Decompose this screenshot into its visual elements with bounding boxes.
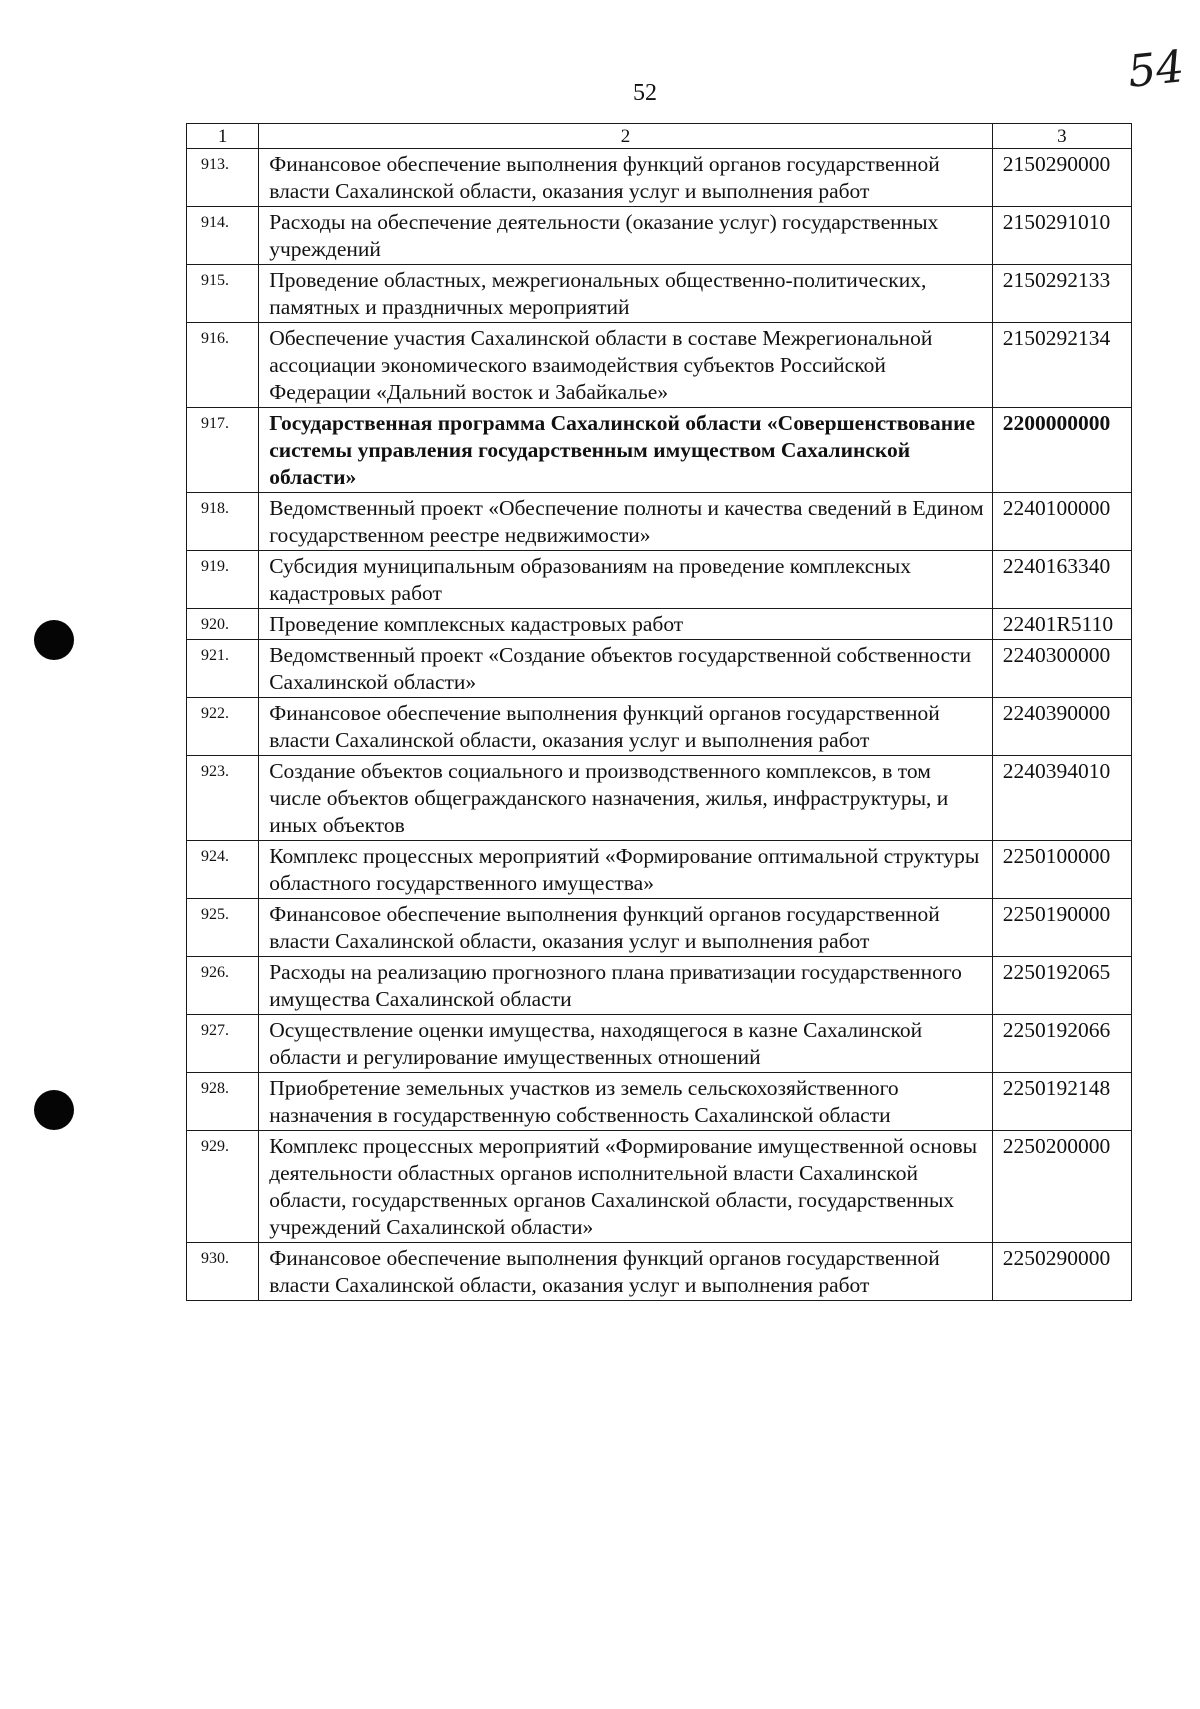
row-code: 2250190000	[992, 899, 1131, 957]
row-number: 930.	[187, 1243, 259, 1301]
table-row	[187, 1243, 1132, 1301]
row-code: 2250192065	[992, 957, 1131, 1015]
table-row	[187, 609, 1132, 640]
row-code: 2150292134	[992, 323, 1131, 408]
row-number: 913.	[187, 149, 259, 207]
row-number: 927.	[187, 1015, 259, 1073]
table-body	[187, 124, 1132, 1301]
row-code: 2250192148	[992, 1073, 1131, 1131]
row-name: Расходы на обеспечение деятельности (оказание услуг) государственных учреждений	[259, 207, 993, 265]
row-number: 919.	[187, 551, 259, 609]
row-name: Комплекс процессных мероприятий «Формирование имущественной основы деятельности областных органов исполнительной власти Сахалинской области, государственных органов Сахалинской области, государственных учреждений Сахалинской области»	[259, 1131, 993, 1243]
table-row	[187, 1131, 1132, 1243]
table-row	[187, 493, 1132, 551]
row-code: 2240394010	[992, 756, 1131, 841]
row-number: 929.	[187, 1131, 259, 1243]
row-name: Государственная программа Сахалинской области «Совершенствование системы управления государственным имуществом Сахалинской области»	[259, 408, 993, 493]
row-number: 914.	[187, 207, 259, 265]
row-number: 918.	[187, 493, 259, 551]
row-name: Ведомственный проект «Обеспечение полноты и качества сведений в Едином государственном реестре недвижимости»	[259, 493, 993, 551]
table-row	[187, 207, 1132, 265]
row-name: Ведомственный проект «Создание объектов государственной собственности Сахалинской области»	[259, 640, 993, 698]
table-row	[187, 899, 1132, 957]
row-name: Обеспечение участия Сахалинской области в составе Межрегиональной ассоциации экономического взаимодействия субъектов Российской Федерации «Дальний восток и Забайкалье»	[259, 323, 993, 408]
row-number: 924.	[187, 841, 259, 899]
row-code: 2150290000	[992, 149, 1131, 207]
row-name: Осуществление оценки имущества, находящегося в казне Сахалинской области и регулирование имущественных отношений	[259, 1015, 993, 1073]
table-row	[187, 408, 1132, 493]
table-row	[187, 265, 1132, 323]
row-number: 922.	[187, 698, 259, 756]
row-number: 916.	[187, 323, 259, 408]
row-name: Субсидия муниципальным образованиям на проведение комплексных кадастровых работ	[259, 551, 993, 609]
row-code: 2250100000	[992, 841, 1131, 899]
row-code: 2240100000	[992, 493, 1131, 551]
table-row	[187, 756, 1132, 841]
row-number: 921.	[187, 640, 259, 698]
row-code: 22401R5110	[992, 609, 1131, 640]
row-name: Создание объектов социального и производственного комплексов, в том числе объектов общегражданского назначения, жилья, инфраструктуры, и иных объектов	[259, 756, 993, 841]
row-code: 2200000000	[992, 408, 1131, 493]
table-row	[187, 698, 1132, 756]
header-cell-code: 3	[992, 124, 1131, 149]
table-row	[187, 640, 1132, 698]
row-name: Финансовое обеспечение выполнения функций органов государственной власти Сахалинской области, оказания услуг и выполнения работ	[259, 899, 993, 957]
row-code: 2240390000	[992, 698, 1131, 756]
header-cell-name: 2	[259, 124, 993, 149]
page-number: 52	[633, 80, 657, 106]
table-row	[187, 149, 1132, 207]
row-name: Проведение областных, межрегиональных общественно-политических, памятных и праздничных мероприятий	[259, 265, 993, 323]
row-number: 926.	[187, 957, 259, 1015]
budget-classification-table	[186, 123, 1132, 1301]
row-number: 920.	[187, 609, 259, 640]
row-code: 2150291010	[992, 207, 1131, 265]
row-code: 2250290000	[992, 1243, 1131, 1301]
row-number: 917.	[187, 408, 259, 493]
row-name: Проведение комплексных кадастровых работ	[259, 609, 993, 640]
table-row	[187, 957, 1132, 1015]
row-number: 928.	[187, 1073, 259, 1131]
row-code: 2240163340	[992, 551, 1131, 609]
handwritten-page-mark: 54	[1125, 41, 1187, 98]
row-code: 2150292133	[992, 265, 1131, 323]
row-number: 923.	[187, 756, 259, 841]
row-name: Расходы на реализацию прогнозного плана приватизации государственного имущества Сахалинской области	[259, 957, 993, 1015]
table-row	[187, 323, 1132, 408]
row-number: 915.	[187, 265, 259, 323]
punch-hole	[34, 620, 74, 660]
row-name: Финансовое обеспечение выполнения функций органов государственной власти Сахалинской области, оказания услуг и выполнения работ	[259, 149, 993, 207]
table-row	[187, 1015, 1132, 1073]
row-name: Комплекс процессных мероприятий «Формирование оптимальной структуры областного государственного имущества»	[259, 841, 993, 899]
header-cell-number: 1	[187, 124, 259, 149]
row-number: 925.	[187, 899, 259, 957]
table-row	[187, 1073, 1132, 1131]
row-name: Приобретение земельных участков из земель сельскохозяйственного назначения в государственную собственность Сахалинской области	[259, 1073, 993, 1131]
punch-hole	[34, 1090, 74, 1130]
table-row	[187, 841, 1132, 899]
row-code: 2250192066	[992, 1015, 1131, 1073]
row-name: Финансовое обеспечение выполнения функций органов государственной власти Сахалинской области, оказания услуг и выполнения работ	[259, 698, 993, 756]
row-code: 2240300000	[992, 640, 1131, 698]
row-name: Финансовое обеспечение выполнения функций органов государственной власти Сахалинской области, оказания услуг и выполнения работ	[259, 1243, 993, 1301]
table-header-row	[187, 124, 1132, 149]
table-row	[187, 551, 1132, 609]
row-code: 2250200000	[992, 1131, 1131, 1243]
